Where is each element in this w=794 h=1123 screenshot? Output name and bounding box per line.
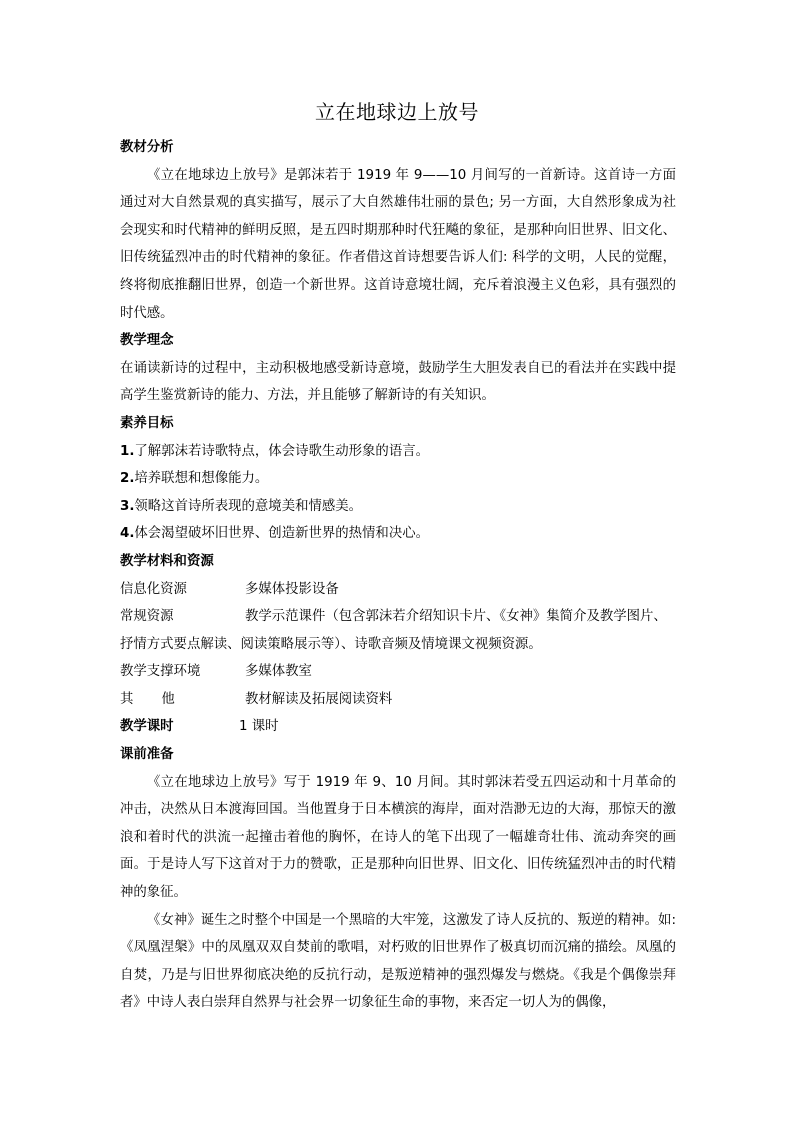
document-body [120, 134, 676, 1017]
resource-value: 多媒体教室 [245, 664, 312, 680]
resource-row [120, 658, 676, 686]
resource-row [120, 576, 676, 604]
preparation-paragraph: 《女神》诞生之时整个中国是一个黑暗的大牢笼，这激发了诗人反抗的、叛逆的精神。如:《凤凰涅槃》中的凤凰双双自焚前的歌唱，对朽败的旧世界作了极真切而沉痛的描绘。凤凰的自焚，乃是与旧世界彻底决绝的反抗行动，是叛逆精神的强烈爆发与燃烧。《我是个偶像崇拜者》中诗人表白崇拜自然界与社会界一切象征生命的事物，来否定一切人为的偶像， [120, 912, 676, 1011]
objective-number: 2. [120, 471, 135, 487]
objective-text: 领略这首诗所表现的意境美和情感美。 [134, 498, 363, 514]
section-heading-objectives: 素养目标 [120, 415, 174, 431]
resource-row [120, 603, 676, 658]
analysis-paragraph: 《立在地球边上放号》是郭沫若于 1919 年 9——10 月间写的一首新诗。这首诗一方面通过对大自然景观的真实描写，展示了大自然雄伟壮丽的景色; 另一方面，大自然形象成为社会现实和时代精神的鲜明反照，是五四时期那种时代狂飚的象征，是那种向旧世界、旧文化、旧传统猛烈冲击的时代精神的象征。作者借这首诗想要告诉人们: 科学的文明，人民的觉醒，终将彻底推翻旧世界，创造一个新世界。这首诗意境壮阔，充斥着浪漫主义色彩，具有强烈的时代感。 [120, 167, 676, 321]
objective-number: 1. [120, 443, 135, 459]
resource-label: 常规资源 [120, 609, 174, 625]
document-title: 立在地球边上放号 [315, 100, 479, 124]
preparation-paragraph: 《立在地球边上放号》写于 1919 年 9、10 月间。其时郭沫若受五四运动和十月革命的冲击，决然从日本渡海回国。当他置身于日本横滨的海岸，面对浩渺无边的大海，那惊天的激浪和着时代的洪流一起撞击着他的胸怀，在诗人的笔下出现了一幅雄奇壮伟、流动奔突的画面。于是诗人写下这首对于力的赞歌，正是那种向旧世界、旧文化、旧传统猛烈冲击的时代精神的象征。 [120, 774, 676, 901]
section-heading-hours: 教学课时 [120, 719, 174, 735]
resource-value: 多媒体投影设备 [245, 581, 339, 597]
resource-value: 教材解读及拓展阅读资料 [245, 691, 393, 707]
section-heading-materials: 教学材料和资源 [120, 553, 214, 569]
resource-label: 信息化资源 [120, 581, 187, 597]
resource-label [120, 686, 245, 714]
resource-label-part: 其 [120, 691, 134, 707]
objective-text: 培养联想和想像能力。 [134, 471, 269, 487]
section-heading-analysis: 教材分析 [120, 140, 174, 155]
resource-label-part: 他 [161, 691, 175, 707]
resource-row [120, 686, 676, 714]
objective-item [120, 465, 676, 493]
objective-number: 4. [120, 526, 135, 542]
teaching-hours-row [120, 713, 676, 741]
section-heading-preparation: 课前准备 [120, 747, 174, 763]
resource-value: 教学示范课件（包含郭沫若介绍知识卡片、《女神》集简介及教学图片、抒情方式要点解读、阅读策略展示等）、诗歌音频及情境课文视频资源。 [120, 609, 667, 652]
objective-item [120, 438, 676, 466]
objective-item [120, 520, 676, 548]
objective-item [120, 493, 676, 521]
objective-number: 3. [120, 498, 135, 514]
teaching-hours-value: 1 课时 [239, 719, 279, 735]
objective-text: 了解郭沫若诗歌特点，体会诗歌生动形象的语言。 [134, 443, 429, 459]
section-heading-philosophy: 教学理念 [120, 333, 174, 349]
resource-label: 教学支撑环境 [120, 664, 201, 680]
objective-text: 体会渴望破坏旧世界、创造新世界的热情和决心。 [134, 526, 429, 542]
philosophy-paragraph: 在诵读新诗的过程中，主动积极地感受新诗意境，鼓励学生大胆发表自已的看法并在实践中提高学生鉴赏新诗的能力、方法，并且能够了解新诗的有关知识。 [120, 360, 676, 404]
